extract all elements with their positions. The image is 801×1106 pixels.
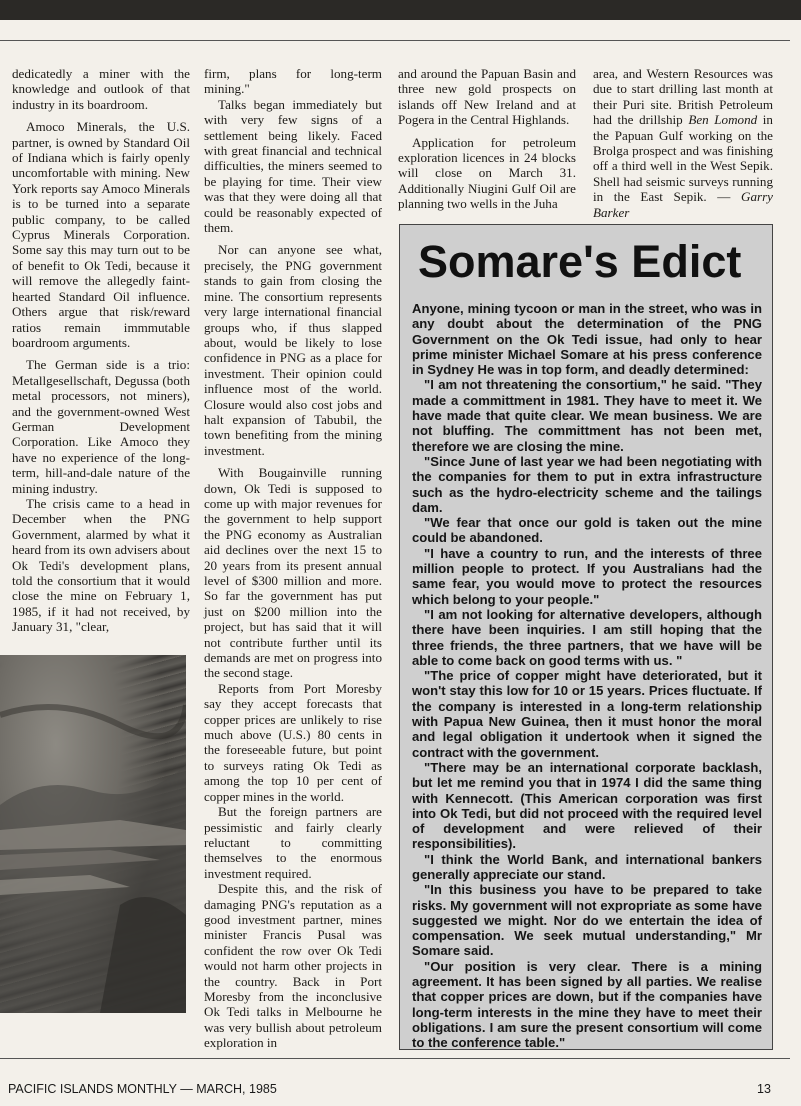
top-divider <box>0 40 790 41</box>
sidebar-paragraph: "I think the World Bank, and international bankers generally appreciate our stand. <box>412 851 762 882</box>
paragraph: Nor can anyone see what, precisely, the PNG government stands to gain from closing the mine. The consortium represents very large international financial groups who, if thus slapped about, would be likely to lose confidence in PNG as a place for investment. Their opinion could influence most of the world. Closure would also cost jobs and halt expansion of Tabubil, the town benefiting from the mining investment. <box>204 242 382 458</box>
bottom-divider <box>0 1058 790 1059</box>
top-border-bar <box>0 0 801 20</box>
text-segment: in the Papuan Gulf working on the Brolga prospect and was finishing off a third well in the West Sepik. Shell had seismic surveys running in the East Sepik. — <box>593 112 773 205</box>
sidebar-paragraph: "The price of copper might have deteriorated, but it won't stay this low for 10 or 15 years. Prices fluctuate. If the company is interested in a long-term relationship with Papua New Guinea, then it must honor the moral and legal obligation it undertook when it signed the contract with the government. <box>412 668 762 760</box>
sidebar-paragraph: "In this business you have to be prepared to take risks. My government will not expropriate as some have suggested we might. Nor do we entertain the idea of compensation. We seek mutual understanding," Mr Somare said. <box>412 882 762 959</box>
article-column-4 <box>593 66 773 220</box>
sidebar-paragraph: Anyone, mining tycoon or man in the street, who was in any doubt about the determination of the PNG Government on the Ok Tedi issue, had only to hear prime minister Michael Somare at his press conference in Sydney He was in top form, and deadly determined: <box>412 301 762 378</box>
sidebar-paragraph: "I am not threatening the consortium," he said. "They made a committment in 1981. They have to meet it. We have made that quite clear. We mean business. We are not bluffing. The committment has not been met, therefore we are closing the mine. <box>412 377 762 454</box>
sidebar-box-somares-edict <box>399 224 773 1050</box>
paragraph: and around the Papuan Basin and three new gold prospects on islands off New Ireland and at Pogera in the Central Highlands. <box>398 66 576 128</box>
mine-site-photo <box>0 655 186 1013</box>
paragraph: firm, plans for long-term mining." <box>204 66 382 97</box>
text-segment: area, and Western Resources was due to start drilling last month at their Puri site. British Petroleum had the drillship <box>593 66 773 128</box>
paragraph: dedicatedly a miner with the knowledge and outlook of that industry in its boardroom. <box>12 66 190 112</box>
page-number: 13 <box>757 1082 771 1096</box>
paragraph: Application for petroleum exploration licences in 24 blocks will close on March 31. Additionally Niugini Gulf Oil are planning two wells in the Juha <box>398 134 576 212</box>
article-column-1 <box>12 66 190 635</box>
sidebar-paragraph: "Since June of last year we had been negotiating with the companies for them to put in extra infrastructure such as the hydro-electricity scheme and the tailings dam. <box>412 453 762 515</box>
sidebar-paragraph: "I have a country to run, and the interests of three million people to protect. If you Australians had the same fear, you would move to protect the resources which belong to your people." <box>412 545 762 607</box>
paragraph: But the foreign partners are pessimistic and fairly clearly reluctant to committing themselves to the enormous investment required. <box>204 804 382 881</box>
paragraph: With Bougainville running down, Ok Tedi is supposed to come up with major revenues for the government to help support the PNG economy as Australian aid declines over the next 15 to 20 years from its present annual level of $300 million and more. So far the government has put just on $200 million into the project, but has said that it will not contribute further until its demands are met on progress into the second stage. <box>204 465 382 681</box>
ship-name: Ben Lomond <box>688 112 758 128</box>
terrain-illustration <box>0 655 186 1013</box>
sidebar-paragraph: "There may be an international corporate backlash, but let me remind you that in 1974 I did the same thing with Kennecott. (This American corporation was first into Ok Tedi, but did not proceed with the required level of development and were relieved of their responsibilities). <box>412 759 762 852</box>
paragraph: The crisis came to a head in December when the PNG Government, alarmed by what it heard from its own advisers about Ok Tedi's development plans, told the consortium that it would close the mine on February 1, 1985, if it had not received, by January 31, "clear, <box>12 495 190 635</box>
paragraph: The German side is a trio: Metallgesellschaft, Degussa (both metal processors, not miners), and the government-owned West German Development Corporation. Like Amoco they have no experience of the long-term, hill-and-dale nature of the mining industry. <box>12 357 190 496</box>
paragraph: Reports from Port Moresby say they accept forecasts that copper prices are unlikely to rise much above (U.S.) 80 cents in the foreseeable future, but point to surveys rating Ok Tedi as among the top 10 per cent of copper mines in the world. <box>204 680 382 804</box>
paragraph: Talks began immediately but with very few signs of a settlement being likely. Faced with great financial and technical difficulties, the miners seemed to be playing for time. Their view was that they were doing all that could be reasonably expected of them. <box>204 96 382 236</box>
author-byline: Garry Barker <box>593 189 773 220</box>
paragraph: Despite this, and the risk of damaging PNG's reputation as a good investment partner, mines minister Francis Pusal was confident the row over Ok Tedi would not harm other projects in the country. Back in Port Moresby from the inconclusive Ok Tedi talks in Melbourne he was very bullish about petroleum exploration in <box>204 881 382 1051</box>
sidebar-paragraph: "Our position is very clear. There is a mining agreement. It has been signed by all parties. We realise that copper prices are down, but if the companies have long-term interests in the mine they have to meet their obligations. I am sure the present consortium will come to the conference table." <box>412 958 762 1051</box>
paragraph: Amoco Minerals, the U.S. partner, is owned by Standard Oil of Indiana which is fairly openly uncomfortable with mining. New York reports say Amoco Minerals is to be turned into a separate public company, to be called Cyprus Minerals Corporation. Some say this may turn out to be of benefit to Ok Tedi, because it will remove the allegedly faint-hearted Standard Oil influence. Others argue that risk/reward ratios remain immmutable boardroom arguments. <box>12 119 190 350</box>
paragraph <box>593 66 773 220</box>
sidebar-paragraph: "I am not looking for alternative developers, although there have been inquiries. I am still hoping that the three friends, the three partners, that we have will be able to come back on good terms with us. " <box>412 606 762 668</box>
sidebar-title: Somare's Edict <box>418 236 742 287</box>
article-column-3 <box>398 66 576 212</box>
footer-publication: PACIFIC ISLANDS MONTHLY — MARCH, 1985 <box>8 1082 277 1096</box>
sidebar-paragraph: "We fear that once our gold is taken out the mine could be abandoned. <box>412 515 762 546</box>
article-column-2 <box>204 66 382 1051</box>
